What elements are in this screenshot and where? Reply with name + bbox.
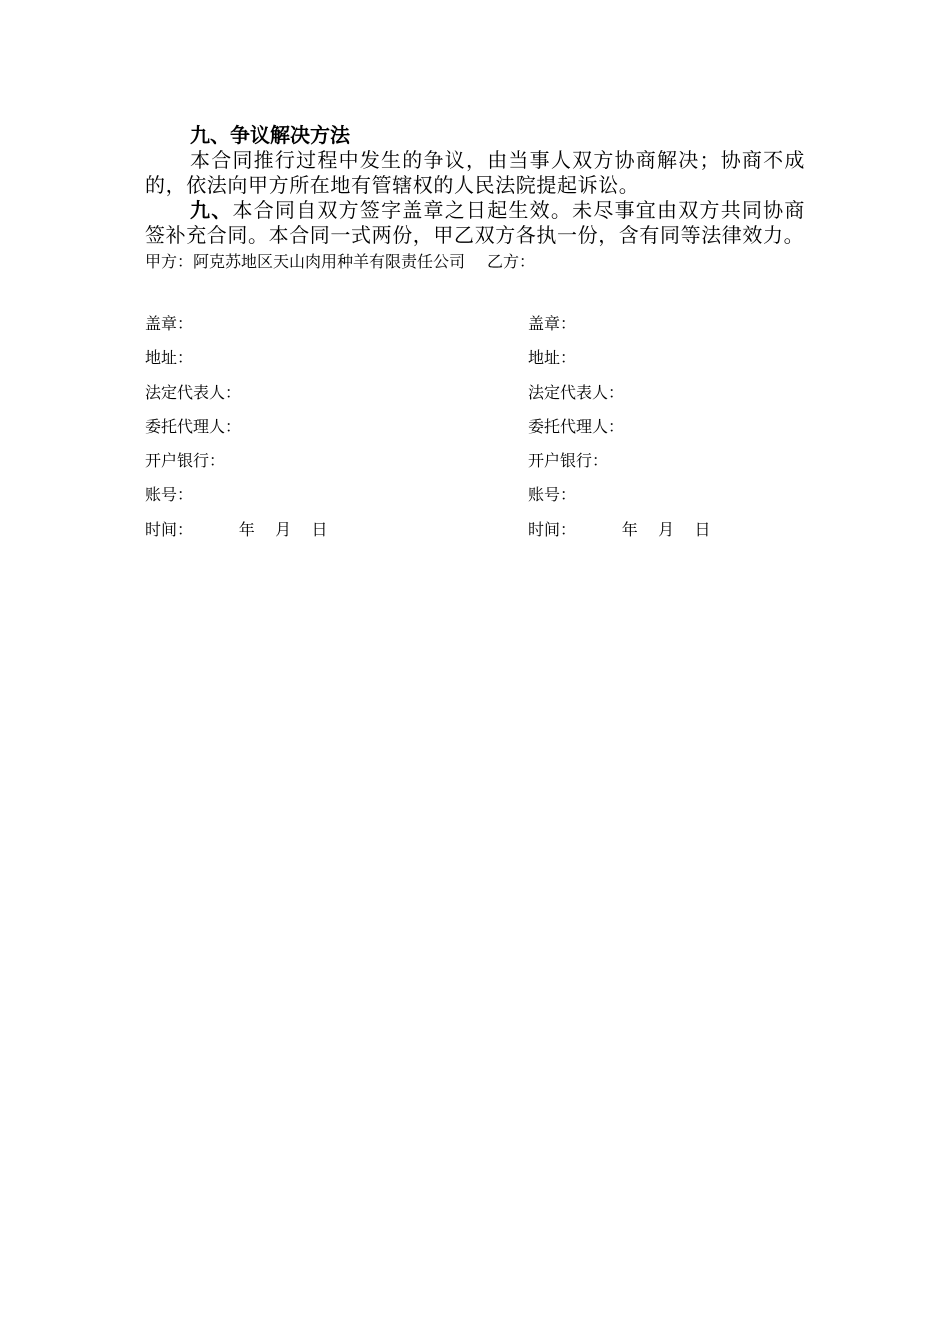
agent-label-b: 委托代理人： xyxy=(528,416,625,436)
date-label-a: 时间： 年 月 日 xyxy=(145,519,328,539)
legal-rep-row xyxy=(145,382,805,416)
legal-rep-label-a: 法定代表人： xyxy=(145,382,242,402)
account-label-a: 账号： xyxy=(145,485,194,505)
party-a: 甲方：阿克苏地区天山肉用种羊有限责任公司 xyxy=(145,252,466,271)
party-b: 乙方： xyxy=(487,252,536,271)
account-row xyxy=(145,484,805,518)
contract-body xyxy=(145,122,805,273)
bank-label-b: 开户银行： xyxy=(528,451,609,471)
legal-rep-label-b: 法定代表人： xyxy=(528,382,625,402)
address-label-b: 地址： xyxy=(528,348,577,368)
effect-text: 本合同自双方签字盖章之日起生效。未尽事宜由双方共同协商签补充合同。本合同一式两份，甲乙双方各执一份，含有同等法律效力。 xyxy=(145,198,806,247)
date-row xyxy=(145,519,805,553)
agent-label-a: 委托代理人： xyxy=(145,416,242,436)
effect-lead: 九、 xyxy=(190,198,233,222)
signature-block xyxy=(145,313,805,553)
account-label-b: 账号： xyxy=(528,485,577,505)
effect-paragraph xyxy=(145,198,805,248)
parties-line xyxy=(145,251,805,273)
address-label-a: 地址： xyxy=(145,348,194,368)
seal-label-b: 盖章： xyxy=(528,314,577,333)
agent-row xyxy=(145,416,805,450)
bank-row xyxy=(145,450,805,484)
address-row xyxy=(145,347,805,381)
section-heading: 九、争议解决方法 xyxy=(190,123,350,147)
seal-row xyxy=(145,313,805,347)
dispute-paragraph: 本合同推行过程中发生的争议，由当事人双方协商解决；协商不成的，依法向甲方所在地有管辖权的人民法院提起诉讼。 xyxy=(145,148,805,197)
date-label-b: 时间： 年 月 日 xyxy=(528,519,711,539)
seal-label-a: 盖章： xyxy=(145,314,194,333)
bank-label-a: 开户银行： xyxy=(145,451,226,471)
